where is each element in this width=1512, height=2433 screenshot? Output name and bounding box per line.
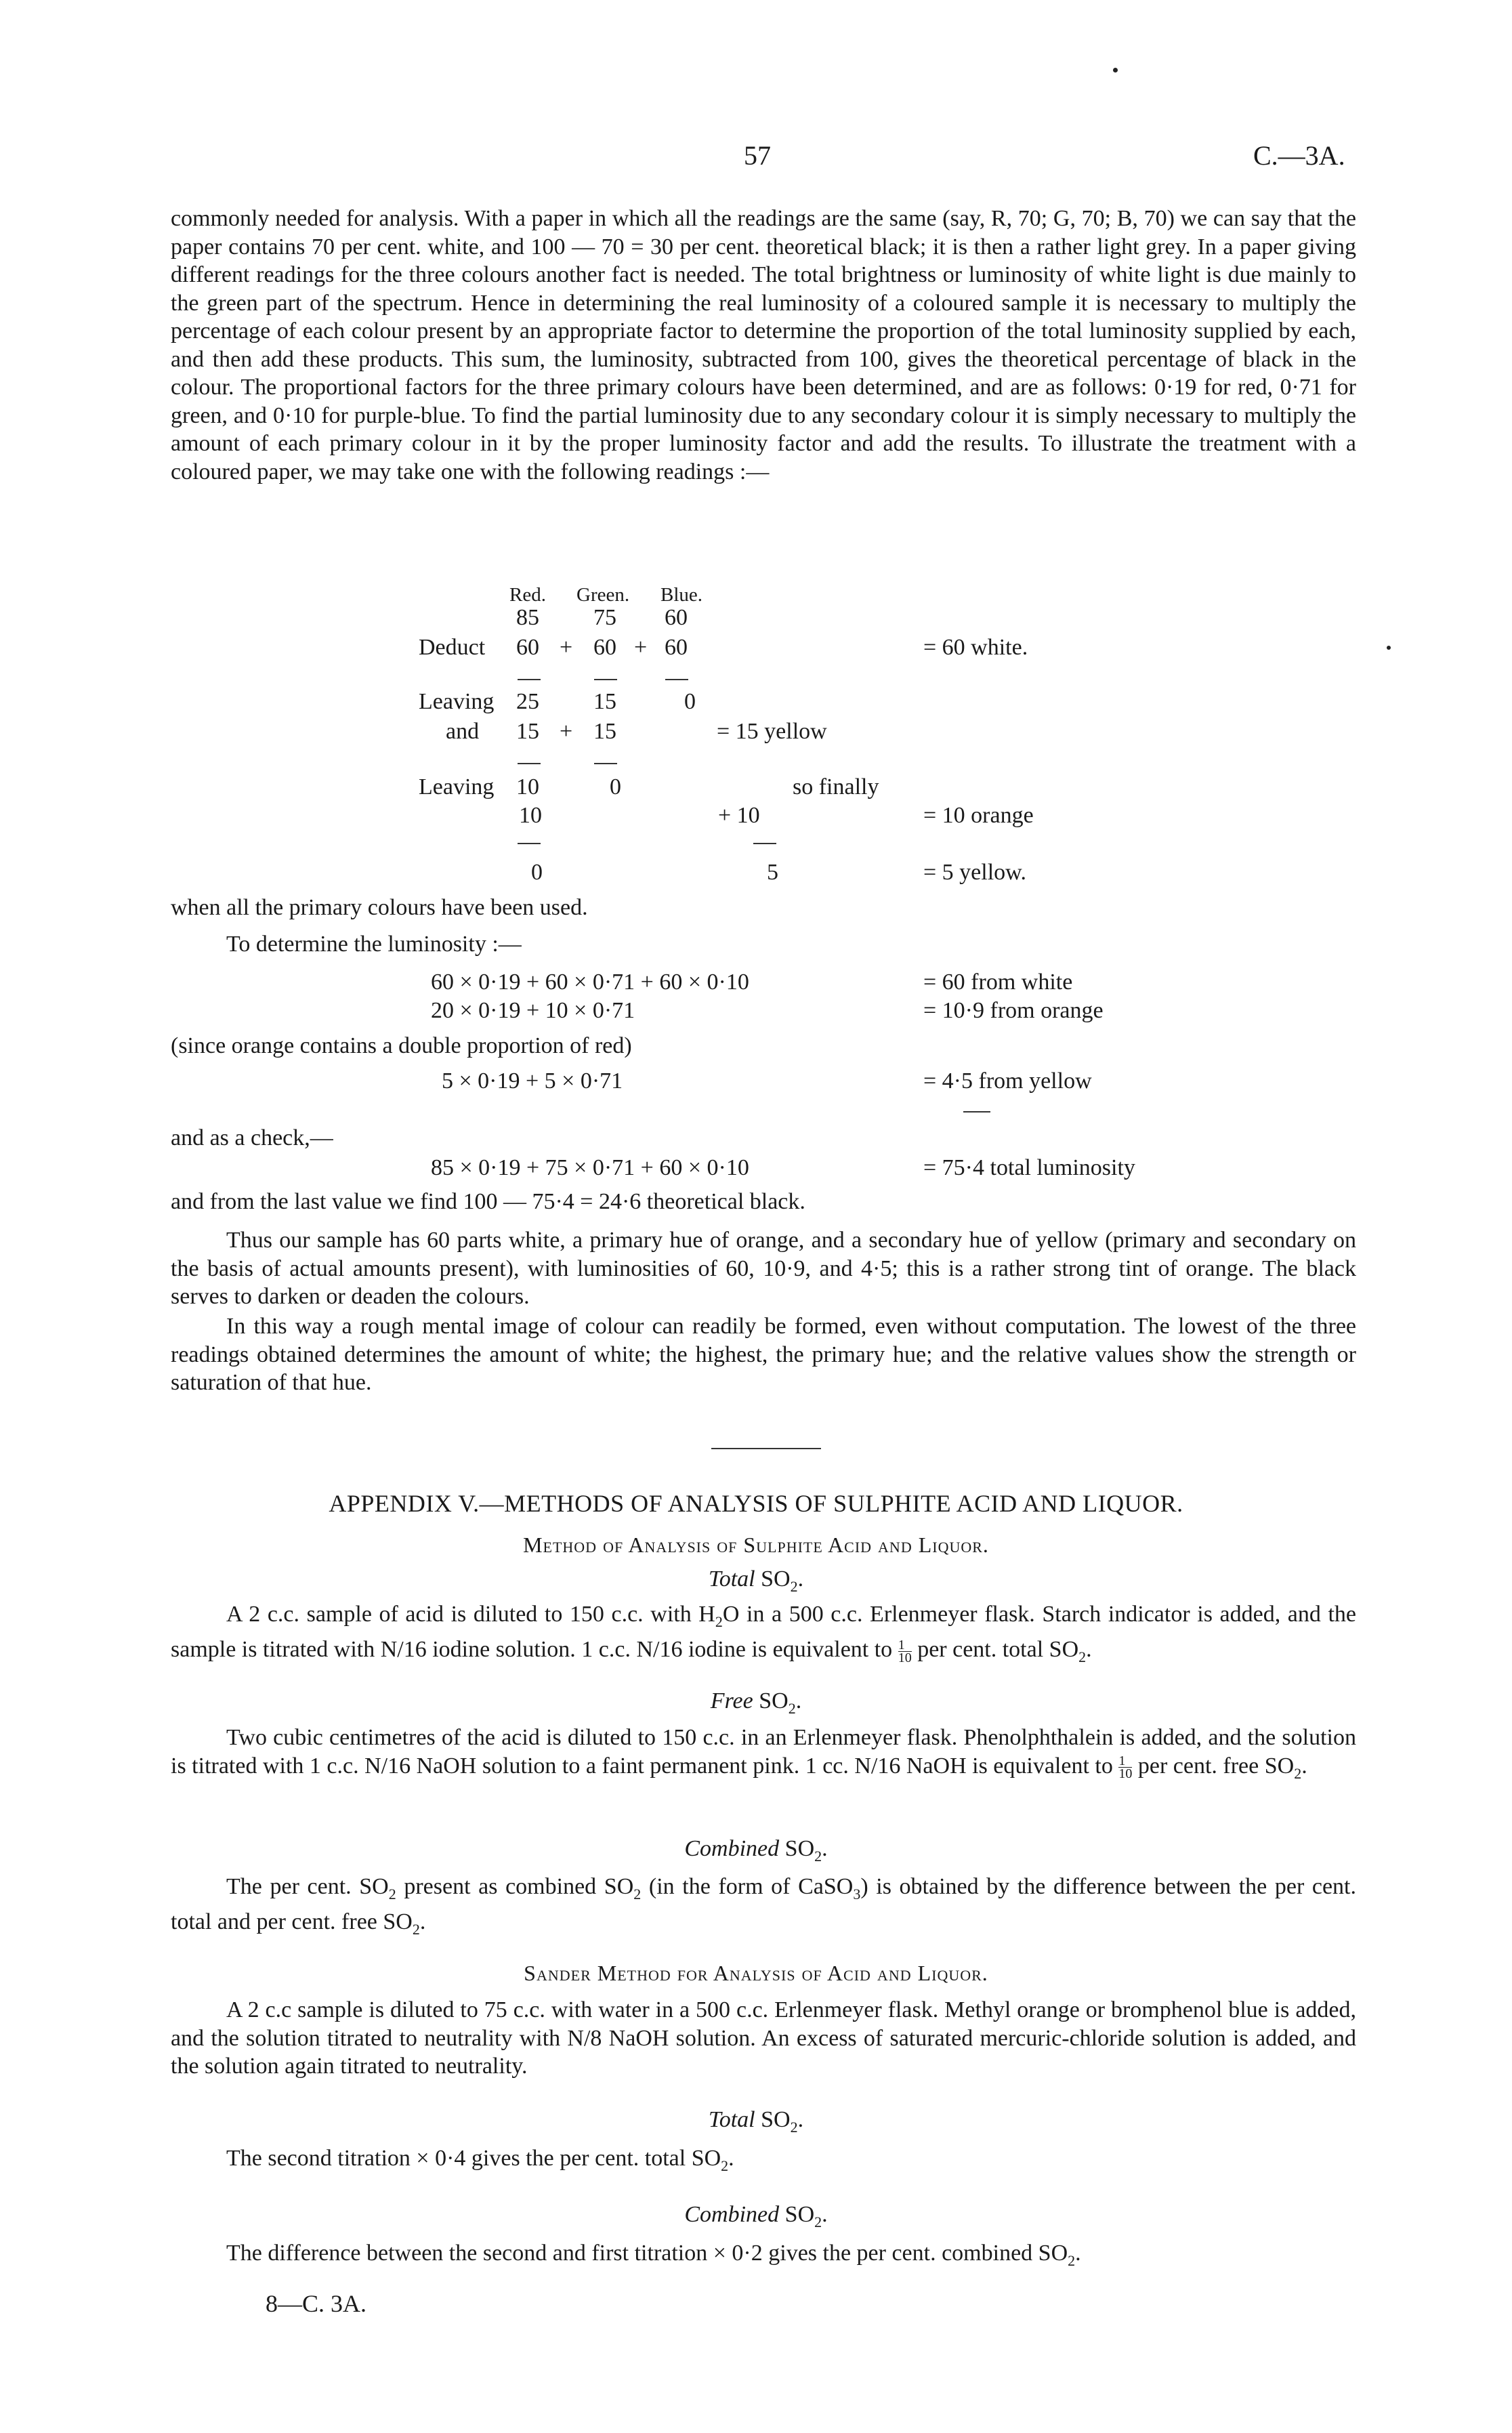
leaving-label: Leaving xyxy=(419,774,495,799)
deduct-blue: 60 xyxy=(665,635,688,660)
deduct-plus-1: + xyxy=(560,635,573,660)
rule-dash xyxy=(963,1111,990,1112)
header-red: Red. xyxy=(509,584,546,606)
free-so2-heading: Free $SO_2$. xyxy=(710,1688,802,1717)
check-expr: 85 × 0·19 + 75 × 0·71 + 60 × 0·10 xyxy=(431,1155,749,1180)
check-label: and as a check,— xyxy=(171,1125,333,1150)
orange-red: 10 xyxy=(519,803,542,828)
final-result: = 5 yellow. xyxy=(923,860,1027,885)
orange-result: = 10 orange xyxy=(923,803,1034,828)
black-line: and from the last value we find 100 — 75·4 = 24·6 theoretical black. xyxy=(171,1189,805,1214)
sander-text: A 2 c.c sample is diluted to 75 c.c. with water in a 500 c.c. Erlenmeyer flask. Methyl orange or bromphenol blue is added, and the solution titrated to neutrality with N/8 NaOH solution. An excess of saturated mercuric-chloride solution is added, and the solution again titrated to neutrality. xyxy=(171,1997,1356,2079)
method-heading: Method of Analysis of Sulphite Acid and Liquor. xyxy=(523,1533,989,1557)
so-finally: so finally xyxy=(793,774,879,799)
deduct-label: Deduct xyxy=(419,635,486,660)
rule-dash xyxy=(753,843,776,844)
document-code: C.—3A. xyxy=(1253,140,1345,171)
leaving-green: 15 xyxy=(593,689,616,714)
and-green: 15 xyxy=(593,719,616,744)
rule-dash xyxy=(518,679,541,680)
value-red: 85 xyxy=(516,605,539,630)
leaving-blue: 0 xyxy=(684,689,696,714)
sander-heading: Sander Method for Analysis of Acid and Liquor. xyxy=(524,1961,988,1985)
intro-paragraph: commonly needed for analysis. With a paper in which all the readings are the same (say, R, 70; G, 70; B, 70) we can say that the paper contains 70 per cent. white, and 100 — 70 = 30 per cent. theoretical black; it is then a rather light grey. In a paper giving different readings for the three colours another fact is needed. The total brightness or luminosity of white light is due mainly to the green part of the spectrum. Hence in determining the real luminosity of a coloured sample it is necessary to multiply the percentage of each colour present by an appropriate factor to determine the proportion of the total luminosity supplied by each, and then add these products. This sum, the luminosity, subtracted from 100, gives the theoretical percentage of black in the colour. The proportional factors for the three primary colours have been determined, and are as follows: 0·19 for red, 0·71 for green, and 0·10 for purple-blue. To find the partial luminosity due to any secondary colour it is simply necessary to multiply the amount of each primary colour in it by the proper luminosity factor and add the results. To illustrate the treatment with a coloured paper, we may take one with the following readings :— xyxy=(171,206,1356,484)
sander-combined-text: The difference between the second and first titration × 0·2 gives the per cent. combined $SO_2$. xyxy=(226,2241,1081,2269)
appendix-title: APPENDIX V.—METHODS OF ANALYSIS OF SULPHITE ACID AND LIQUOR. xyxy=(329,1490,1183,1517)
sander-total-heading: Total $SO_2$. xyxy=(708,2107,804,2136)
total-so2-text: A 2 c.c. sample of acid is diluted to 150 c.c. with $H_2O$ in a 500 c.c. Erlenmeyer flask. Starch indicator is added, and the sample is titrated with N/16 iodine solution. 1 c.c. N/16 iodine is equivalent to $\frac{1}{10}$ per cent. total $SO_2$. xyxy=(171,1602,1356,1666)
summary-paragraph-1: Thus our sample has 60 parts white, a primary hue of orange, and a secondary hue of yellow (primary and secondary on the basis of actual amounts present), with luminosities of 60, 10·9, and 4·5; this is a rather strong tint of orange. The black serves to darken or deaden the colours. xyxy=(171,1228,1356,1309)
free-so2-text: Two cubic centimetres of the acid is diluted to 150 c.c. in an Erlenmeyer flask. Phenolphthalein is added, and the solution is titrated with 1 c.c. N/16 NaOH solution to a faint permanent pink. 1 cc. N/16 NaOH is equivalent to $\frac{1}{10}$ per cent. free $SO_2$. xyxy=(171,1725,1356,1782)
rule-dash xyxy=(594,679,617,680)
footer-signature: 8—C. 3A. xyxy=(266,2290,367,2317)
luminosity-yellow-expr: 5 × 0·19 + 5 × 0·71 xyxy=(442,1068,623,1094)
sander-total-text: The second titration × 0·4 gives the per cent. total $SO_2$. xyxy=(226,2146,734,2174)
luminosity-orange-expr: 20 × 0·19 + 10 × 0·71 xyxy=(431,998,635,1023)
luminosity-white-expr: 60 × 0·19 + 60 × 0·71 + 60 × 0·10 xyxy=(431,970,749,995)
value-blue: 60 xyxy=(665,605,688,630)
rule-dash xyxy=(665,679,688,680)
page-number: 57 xyxy=(744,140,771,171)
final-blue: 5 xyxy=(767,860,778,885)
deduct-green: 60 xyxy=(593,635,616,660)
deduct-plus-2: + xyxy=(634,635,648,660)
luminosity-white-result: = 60 from white xyxy=(923,970,1073,995)
luminosity-orange-result: = 10·9 from orange xyxy=(923,998,1104,1023)
luminosity-yellow-result: = 4·5 from yellow xyxy=(923,1068,1092,1094)
after-readings: when all the primary colours have been used. xyxy=(171,895,588,920)
leaving-red: 25 xyxy=(516,689,539,714)
luminosity-intro: To determine the luminosity :— xyxy=(226,932,522,957)
combined-so2-heading: Combined $SO_2$. xyxy=(684,1836,828,1865)
combined-so2-text: The per cent. $SO_2$ present as combined $SO_2$ (in the form of CaSO$_3$) is obtained by the difference between the per cent. total and per cent. free $SO_2$. xyxy=(171,1874,1357,1938)
header-green: Green. xyxy=(576,584,630,606)
and-red: 15 xyxy=(516,719,539,744)
luminosity-note: (since orange contains a double proportion of red) xyxy=(171,1033,632,1058)
leaving-label: Leaving xyxy=(419,689,495,714)
total-so2-heading: Total $SO_2$. xyxy=(708,1566,804,1595)
and-plus: + xyxy=(560,719,573,744)
rule-dash xyxy=(518,763,541,764)
and-label: and xyxy=(446,719,480,744)
deduct-result: = 60 white. xyxy=(923,635,1028,660)
rule-dash xyxy=(594,763,617,764)
sander-combined-heading: Combined $SO_2$. xyxy=(684,2202,828,2230)
value-green: 75 xyxy=(593,605,616,630)
header-blue: Blue. xyxy=(660,584,703,606)
leaving2-red: 10 xyxy=(516,774,539,799)
leaving2-green: 0 xyxy=(610,774,621,799)
orange-blue: + 10 xyxy=(718,803,760,828)
rule-dash xyxy=(518,843,541,844)
and-result: = 15 yellow xyxy=(717,719,827,744)
speck-mark xyxy=(1387,646,1391,650)
final-red: 0 xyxy=(531,860,543,885)
summary-paragraph-2: In this way a rough mental image of colour can readily be formed, even without computation. The lowest of the three readings obtained determines the amount of white; the highest, the primary hue; and the relative values show the strength or saturation of that hue. xyxy=(171,1314,1356,1395)
check-result: = 75·4 total luminosity xyxy=(923,1155,1135,1180)
speck-mark xyxy=(1113,68,1118,72)
section-divider xyxy=(711,1448,821,1449)
deduct-red: 60 xyxy=(516,635,539,660)
